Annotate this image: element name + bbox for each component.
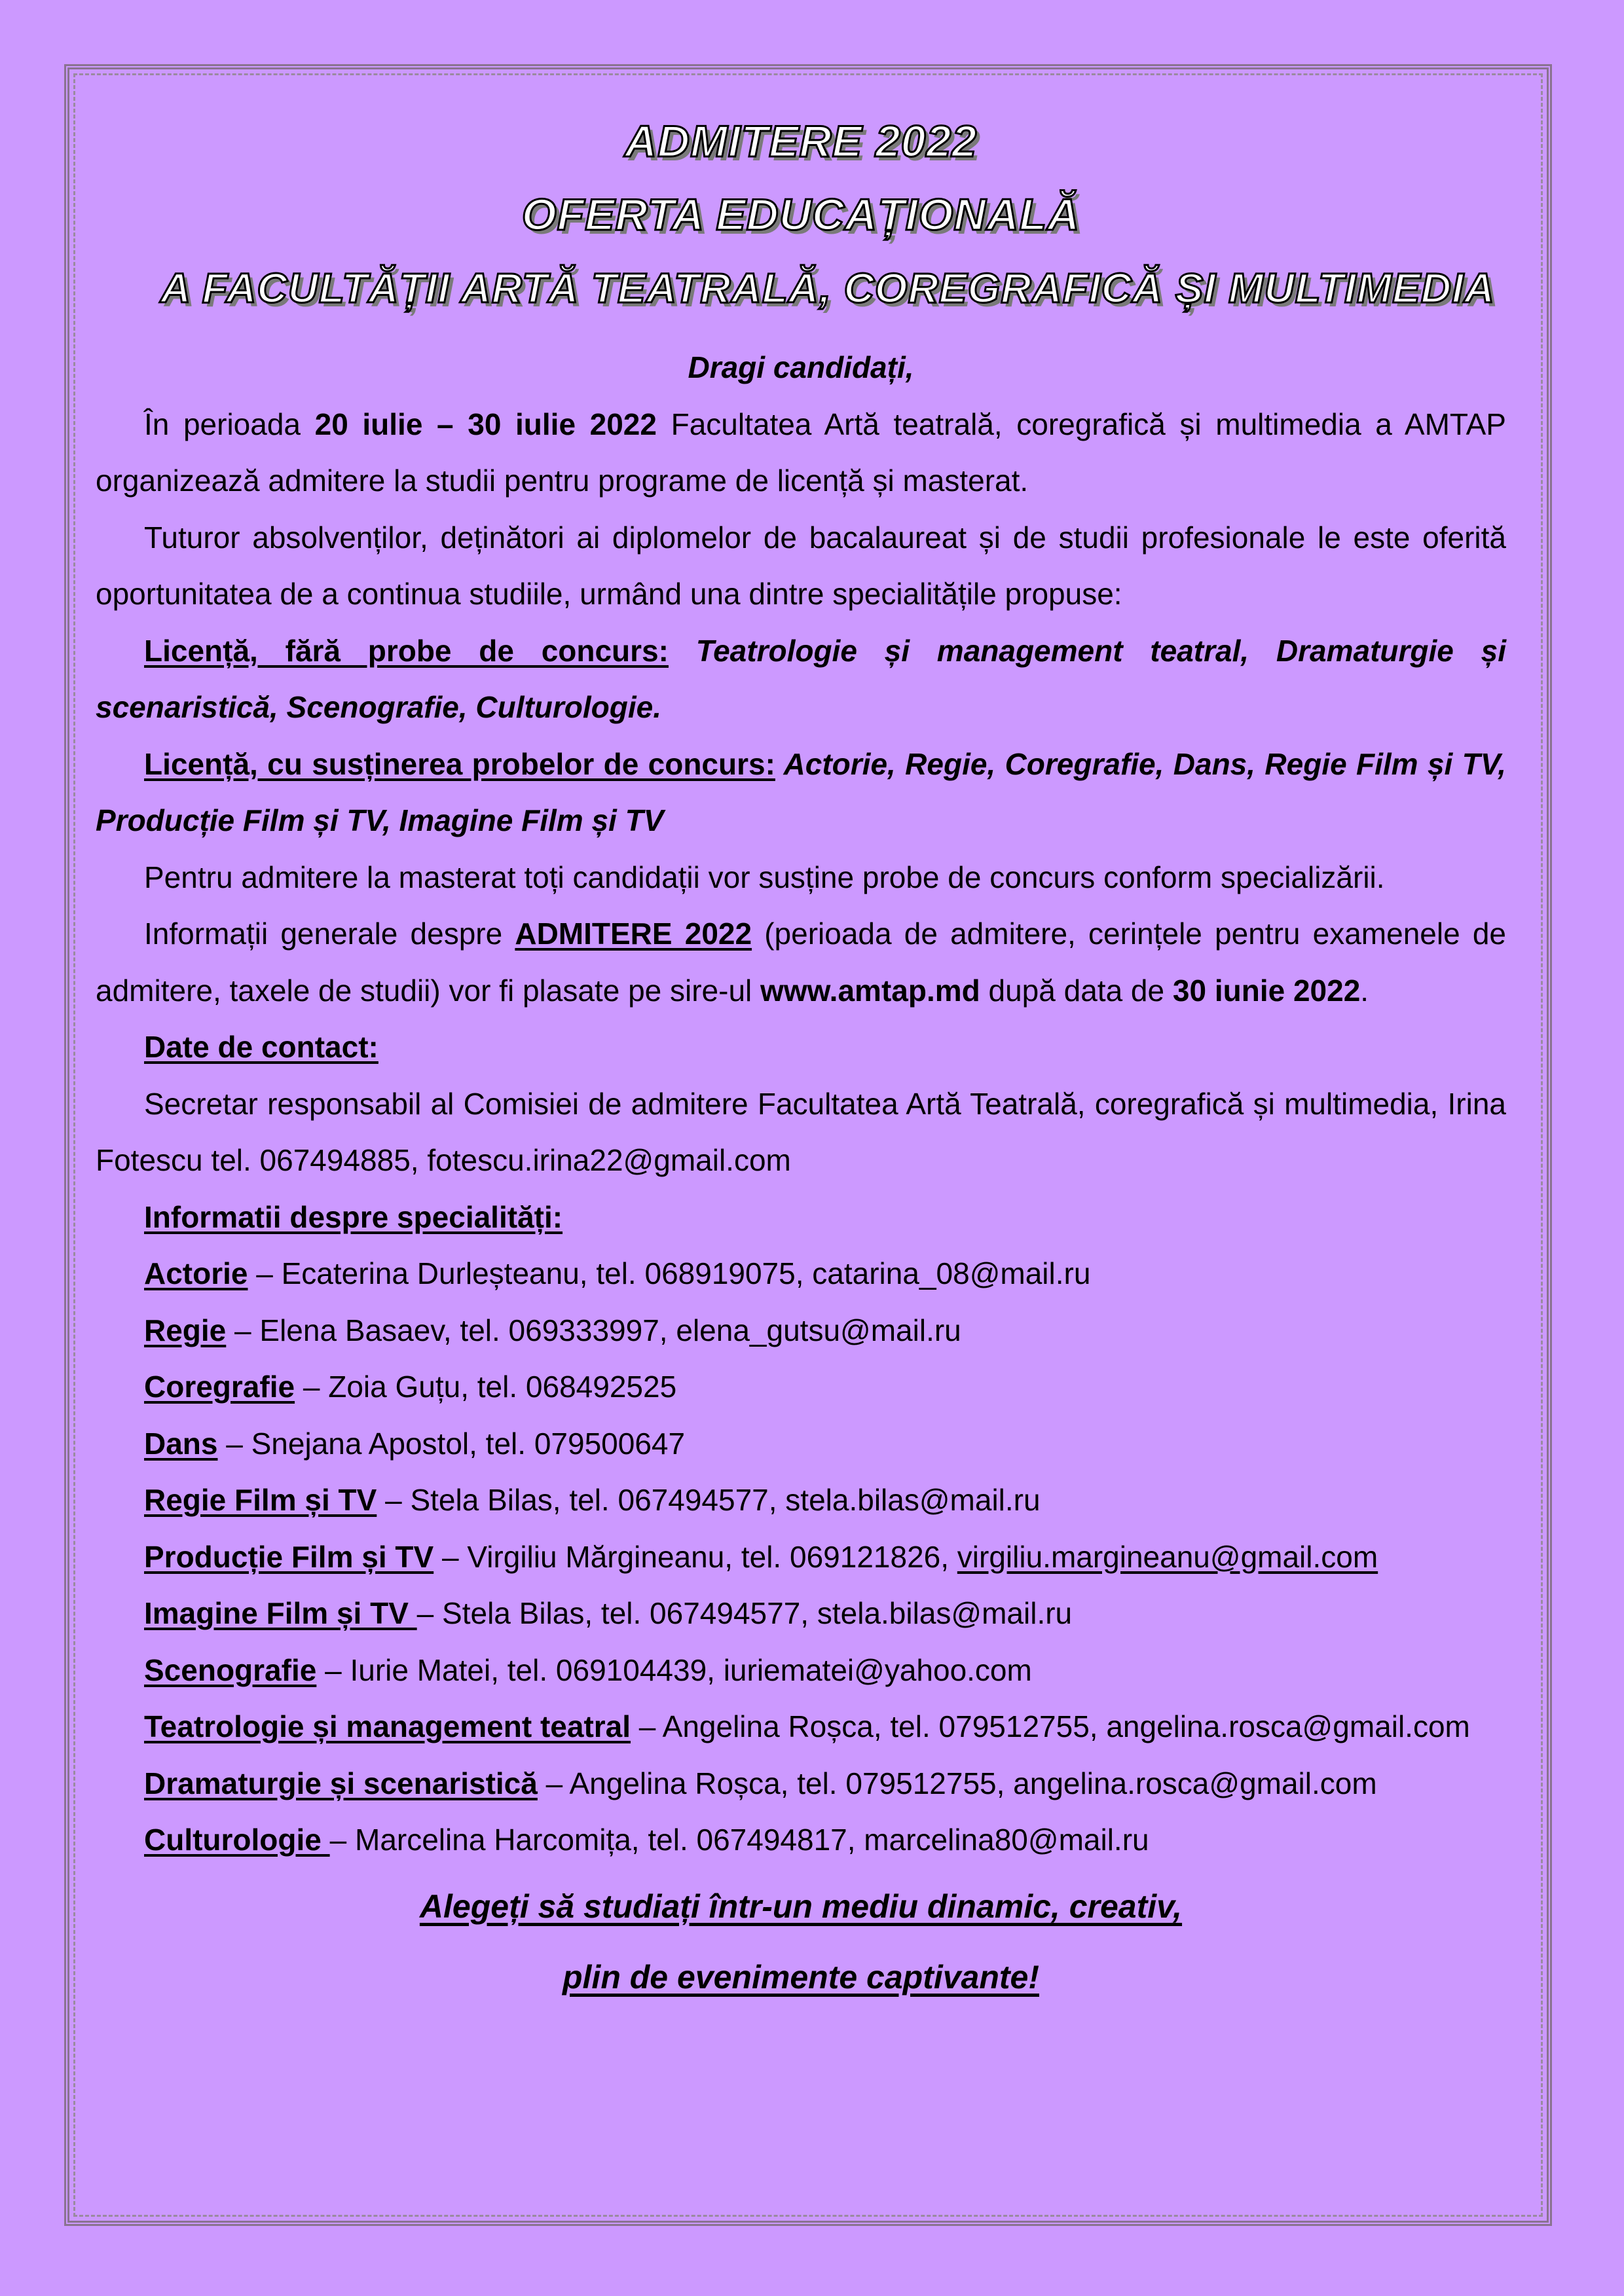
specialty-info: – Marcelina Harcomița, tel. 067494817, marcelina80@mail.ru	[329, 1823, 1149, 1857]
specialty-name: Dramaturgie și scenaristică	[144, 1766, 538, 1800]
specialty-name: Scenografie	[144, 1652, 317, 1687]
general-info-admitere: ADMITERE 2022	[515, 917, 752, 951]
title-admitere: ADMITERE 2022	[624, 117, 978, 166]
specialties-heading	[96, 1189, 1506, 1246]
specialty-info: – Angelina Roșca, tel. 079512755, angelina.rosca@gmail.com	[537, 1766, 1377, 1800]
specialty-info: – Virgiliu Mărgineanu, tel. 069121826,	[434, 1539, 957, 1574]
specialty-info: – Snejana Apostol, tel. 079500647	[217, 1426, 686, 1461]
contact-heading: Date de contact:	[144, 1030, 378, 1064]
specialty-name: Actorie	[144, 1256, 248, 1290]
general-info-paragraph	[96, 905, 1506, 1019]
specialty-info: – Stela Bilas, tel. 067494577, stela.bilas@mail.ru	[416, 1596, 1073, 1630]
specialty-name: Regie Film și TV	[144, 1483, 377, 1517]
title-oferta: OFERTA EDUCAȚIONALĂ	[521, 190, 1080, 240]
specialty-name: Teatrologie și management teatral	[144, 1709, 631, 1743]
general-info-post: după data de	[980, 973, 1173, 1008]
specialty-name: Imagine Film și TV	[144, 1596, 417, 1630]
specialty-info: – Iurie Matei, tel. 069104439, iuriematei@yahoo.com	[316, 1652, 1032, 1687]
specialty-productie-film	[96, 1529, 1506, 1586]
licenta-fara-list: Teatrologie și management teatral, Dramaturgie și scenaristică, Scenografie, Culturologie.	[96, 633, 1506, 724]
intro-paragraph	[96, 396, 1506, 509]
intro-dates: 20 iulie – 30 iulie 2022	[314, 407, 657, 441]
greeting: Dragi candidați,	[688, 350, 914, 384]
title-block	[96, 105, 1506, 325]
specialty-imagine-film	[96, 1585, 1506, 1642]
specialty-coregrafie	[96, 1358, 1506, 1415]
closing-block	[96, 1871, 1506, 2013]
specialty-culturologie	[96, 1812, 1506, 1868]
specialty-regie	[96, 1302, 1506, 1359]
licenta-fara-label: Licență, fără probe de concurs:	[144, 633, 669, 668]
masterat-paragraph: Pentru admitere la masterat toți candidații vor susține probe de concurs conform specializării.	[144, 860, 1385, 894]
specialty-teatrologie	[96, 1698, 1506, 1755]
intro-pre: În perioada	[144, 407, 315, 441]
specialty-dramaturgie	[96, 1755, 1506, 1812]
specialty-dans	[96, 1415, 1506, 1472]
licenta-cu-paragraph	[96, 736, 1506, 849]
general-info-date: 30 iunie 2022	[1172, 973, 1361, 1008]
specialty-info: – Stela Bilas, tel. 067494577, stela.bilas@mail.ru	[377, 1483, 1041, 1517]
graduates-paragraph: Tuturor absolvenților, deținători ai diplomelor de bacalaureat și de studii profesionale le este oferită oportunitatea de a continua studiile, urmând una dintre specialitățile propuse:	[96, 520, 1506, 611]
specialty-info: – Ecaterina Durleșteanu, tel. 068919075, catarina_08@mail.ru	[248, 1256, 1091, 1290]
specialties-heading-text: Informatii despre specialități:	[144, 1199, 563, 1234]
intro-post: Facultatea Artă teatrală, coregrafică și multimedia a AMTAP organizează admitere la studii pentru programe de licență și masterat.	[96, 407, 1506, 498]
specialty-regie-film	[96, 1472, 1506, 1529]
specialty-name: Culturologie	[144, 1823, 330, 1857]
specialty-actorie	[96, 1245, 1506, 1302]
licenta-cu-list: Actorie, Regie, Coregrafie, Dans, Regie Film și TV, Producție Film și TV, Imagine Film și TV	[96, 746, 1506, 837]
website-link[interactable]: www.amtap.md	[760, 973, 980, 1008]
specialty-scenografie	[96, 1642, 1506, 1699]
licenta-cu-label: Licență, cu susținerea probelor de concurs:	[144, 746, 775, 781]
closing-line-2: plin de evenimente captivante!	[563, 1958, 1039, 1995]
specialty-name: Coregrafie	[144, 1370, 295, 1404]
document-body	[96, 105, 1506, 2013]
general-info-pre: Informații generale despre	[144, 917, 515, 951]
closing-line-1: Alegeți să studiați într-un mediu dinamic, creativ,	[419, 1887, 1183, 1925]
title-facultate: A FACULTĂȚII ARTĂ TEATRALĂ, COREGRAFICĂ ȘI MULTIMEDIA	[160, 264, 1496, 312]
specialty-info: – Zoia Guțu, tel. 068492525	[295, 1370, 677, 1404]
general-info-end: .	[1360, 973, 1369, 1008]
specialty-name: Regie	[144, 1313, 227, 1347]
contact-paragraph: Secretar responsabil al Comisiei de admitere Facultatea Artă Teatrală, coregrafică și multimedia, Irina Fotescu tel. 067494885, fotescu.irina22@gmail.com	[96, 1086, 1506, 1177]
specialty-name: Producție Film și TV	[144, 1539, 434, 1574]
email-link[interactable]: virgiliu.margineanu@gmail.com	[957, 1539, 1378, 1574]
licenta-fara-paragraph	[96, 623, 1506, 736]
general-info-mid: (perioada de admitere, cerințele pentru examenele de admitere, taxele de studii) vor fi plasate pe sire-ul	[96, 917, 1506, 1008]
specialty-info: – Elena Basaev, tel. 069333997, elena_gutsu@mail.ru	[226, 1313, 961, 1347]
specialty-name: Dans	[144, 1426, 218, 1461]
specialty-info: – Angelina Roșca, tel. 079512755, angelina.rosca@gmail.com	[631, 1709, 1470, 1743]
